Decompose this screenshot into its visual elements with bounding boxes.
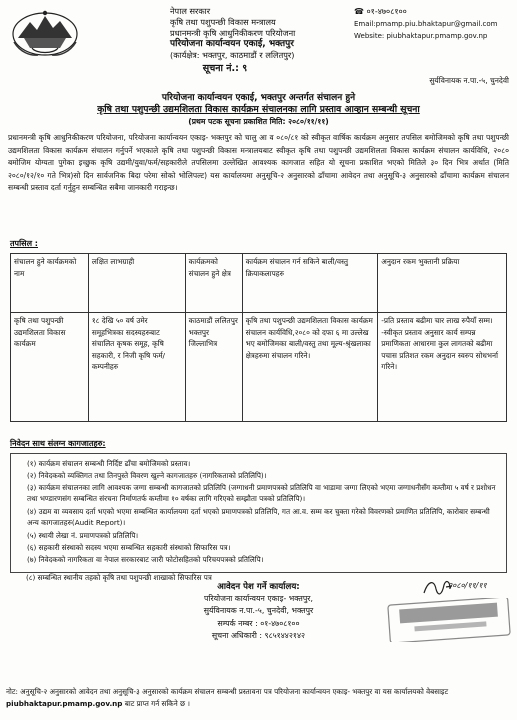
submission-line: सुर्यविनायक न.पा.-५, चुनदेवी, भक्तपुर <box>203 606 314 616</box>
office-name: परियोजना कार्यान्वयन एकाई, भक्तपुर <box>170 39 294 49</box>
office-location: सुर्यविनायक न.पा.-५, चुनदेवी <box>429 76 509 85</box>
tapsil-label: तपसिल : <box>10 239 38 248</box>
table-header-cell: कार्यक्रम संचालन गर्न सकिने बाली/वस्तु क्रियाकलापहरु <box>242 254 378 313</box>
footnote <box>6 686 511 709</box>
signature-date: २०८०/११/११ <box>448 581 487 590</box>
website-address: Website: piubhaktapur.pmamp.gov.np <box>354 32 488 40</box>
office-jurisdiction: (कार्यक्षेत्र: भक्तपुर, काठमाडौं र ललितपुर) <box>170 50 295 60</box>
table-cell: काठमाडौं ललितपुर भक्तपुर जिल्लाभित्र <box>185 313 242 422</box>
gov-name: नेपाल सरकार <box>170 6 211 16</box>
phone-number: ☎ ०१-४७०८१०० <box>354 7 407 16</box>
nepal-emblem-icon <box>10 8 80 58</box>
website-link[interactable]: piubhaktapur.pmamp.gov.np <box>6 698 123 708</box>
list-item: (७) निवेदकको नागरिकता वा नेपाल सरकारबाट जारी फोटोसहितको परिचयपत्रको प्रतिलिपि। <box>27 555 264 564</box>
project-name: प्रधानमन्त्री कृषि आधुनिकीकरण परियोजना <box>170 28 296 38</box>
table-header-cell: अनुदान रकम भुक्तानी प्रक्रिया <box>378 254 507 313</box>
table-cell: १८ देखि ५० वर्ष उमेर समूहभित्रका सदस्यहरुबाट संचालित कृषक समूह, कृषि सहकारी, र निजी कृषि फर्म/कम्पनीहरु <box>88 313 185 422</box>
title-line-1: परियोजना कार्यान्वयन एकाई, भक्तपुर अन्तर्गत संचालन हुने <box>161 93 356 103</box>
notice-title <box>0 92 517 127</box>
contact-header <box>354 6 514 42</box>
documents-label: निवेदन साथ संलग्न कागजातहरु: <box>10 439 106 448</box>
table-header-cell: संचालन हुने कार्यक्रमको नाम <box>11 254 89 313</box>
list-item: (१) कार्यक्रम संचालन सम्बन्धी निर्दिष्ट ढाँचा बमोजिमको प्रस्ताव। <box>27 459 191 468</box>
contact-line: सम्पर्क नम्बर : ०१-४७०८१०० <box>217 618 300 628</box>
notice-body: प्रधानमन्त्री कृषि आधुनिकीकरण परियोजना, परियोजना कार्यान्वयन एकाइ- भक्तपुर को चालु आ व ०८०/८१ को स्वीकृत वार्षिक कार्यक्रम अनुसार तपसिल बमोजिमको कृषि तथा पशुपन्छी उद्यमशिलता विकास कार्यक्रम संचालन गर्नुपर्ने भएकाले कृषि तथा पशुपन्छी विकास मन्त्रालयबाट स्वीकृत कृषि तथा पशुपन्छी उद्यमशिलता विकास कार्यक्रम संचालन कार्यविधि, २०८० बमोजिम योग्यता पुगेका इच्छुक कृषि उद्यमी/युवा/फर्म/सहकारीले तपसिलमा उल्लेखित आवश्यक कागजात सहित यो सूचना प्रकाशित भएको मितिले ३० दिन भित्र अर्थात (मिति २०८०/१२/१० गते भित्र)सो दिन सार्वजनिक बिदा परेमा सोको भोलिपल्ट) यस कार्यालयमा अनुसूचि-२ अनुसारको ढाँचामा आवेदन तथा अनुसूचि-३ अनुसारको ढाँचामा कार्यक्रम संचालन सम्बन्धी प्रस्ताव दर्ता गर्नुहुन सम्बन्धित सबैमा जानकारी गराइन्छ। <box>8 133 509 193</box>
submission-line: परियोजना कार्यान्वयन एकाइ- भक्तपुर, <box>204 594 313 604</box>
table-cell: कृषि तथा पशुपन्छी उद्यमशिलता विकास कार्यक्रम <box>11 313 89 422</box>
table-cell: -प्रति प्रस्ताव बढीमा चार लाख रुपैयाँ सम्म। -स्वीकृत प्रस्ताव अनुसार कार्य सम्पन्न प्रमाणिकता आधारमा कुल लागतको बढीमा पचास प्रतिशत रकम अनुदान स्वरुप सोधभर्ना गरिने। <box>378 313 507 422</box>
ministry-name: कृषि तथा पशुपन्छी विकास मन्त्रालय <box>170 17 276 27</box>
table-header-cell: कार्यक्रमको संचालन हुने क्षेत्र <box>185 254 242 313</box>
information-officer-line: सूचना अधिकारी : ९८५१४४२१४२ <box>211 630 306 640</box>
list-item: (२) निवेदकको व्यक्तिगत तथा तिनपुस्ते विवरण खुल्ने कागजातहरु (नागरिकताको प्रतिलिपि)। <box>27 471 267 480</box>
table-header-cell: लक्षित लाभग्राही <box>88 254 185 313</box>
email-address: Email:pmamp.piu.bhaktapur@gmail.com <box>354 20 498 28</box>
notice-number: सूचना नं.: ९ <box>202 63 248 74</box>
publish-date-line: (प्रथम पटक सूचना प्रकाशित मिति: २०८०/११/११) <box>188 117 329 126</box>
title-line-2: कृषि तथा पशुपन्छी उद्यमशिलता विकास कार्यक्रम संचालनका लागि प्रस्ताव आव्हान सम्बन्धी सूचना <box>97 104 420 115</box>
table-row <box>11 313 507 422</box>
list-item: (५) स्थायी लेखा नं. प्रमाणपत्रको प्रतिलिपि। <box>27 531 139 540</box>
submission-heading: आवेदन पेश गर्ने कार्यालय: <box>217 582 300 592</box>
list-item: (६) सहकारी संस्थाको सदस्य भएमा सम्बन्धित सहकारी संस्थाको सिफारिस पत्र। <box>27 543 231 552</box>
table-cell: कृषि तथा पशुपन्छी उद्यमशिलता विकास कार्यक्रम संचालन कार्यविधि,२०८० को दफा ६ मा उल्लेख भए बमोजिमका बाली/वस्तु तथा मूल्य-श्रृंखलाका क्षेत्रहरुमा संचालन गरिने। <box>242 313 378 422</box>
program-table <box>10 253 507 422</box>
documents-box <box>10 453 507 573</box>
footnote-text-end: बाट प्राप्त गर्न सकिने छ । <box>122 698 191 708</box>
official-stamp-icon <box>386 598 512 642</box>
list-item: (३) कार्यक्रम संचालनका लागि आवश्यक जग्गा सम्बन्धी कागजातको प्रतिलिपि (जग्गाधनी प्रमाणपत्रको प्रतिलिपि वा भाडामा जग्गा लिएको भएमा जग्गाधनीसँग कम्तीमा ५ वर्ष र प्रशोधन तथा भण्डारणसंग सम्बन्धित संरचना निर्माणतर्फ कम्तीमा १० वर्षका लागि गरिएको सम्झौता पत्रको प्रतिलिपि)। <box>27 483 496 504</box>
footnote-text: नोट: अनुसूचि-२ अनुसारको आवेदन तथा अनुसूचि-३ अनुसारको कार्यक्रम संचालन सम्बन्धी प्रस्तावना पत्र परियोजना कार्यान्वयन एकाइ- भक्तपुर वा यस कार्यालयको वेबसाइट <box>6 687 449 696</box>
table-header-row <box>11 254 507 313</box>
office-header <box>170 6 380 74</box>
list-item: (८) सम्बन्धित स्थानीय तहको कृषि तथा पशुपन्छी शाखाको सिफारिस पत्र <box>26 573 212 582</box>
list-item: (४) उद्यम वा व्यवसाय दर्ता भएको भएमा सम्बन्धित कार्यालयमा दर्ता भएको प्रमाणपत्रको प्रतिलिपि, गत आ.व. सम्म कर चुक्ता गरेको विवरणको प्रमाणित प्रतिलिपि, कारोबार सम्बन्धी अन्य कागजातहरु(Audit Report)। <box>27 507 490 528</box>
